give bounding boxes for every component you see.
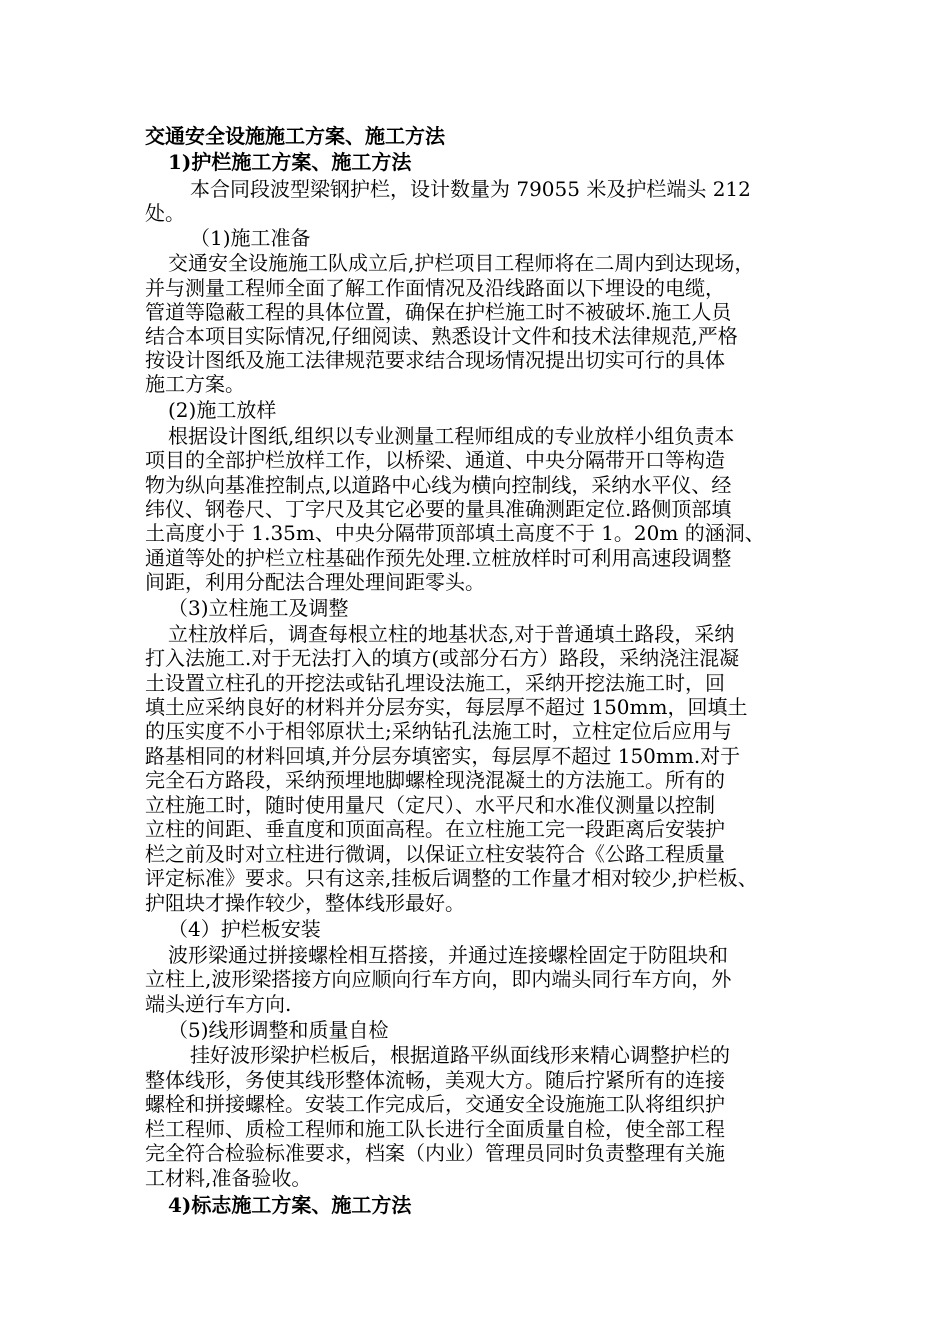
paragraph-line: 评定标准》要求。只有这亲,挂板后调整的工作量才相对较少,护栏板、: [145, 866, 758, 890]
paragraph-line: 并与测量工程师全面了解工作面情况及沿线路面以下埋设的电缆，: [145, 276, 725, 300]
paragraph-line: 完全符合检验标准要求，档案（内业）管理员同时负责整理有关施: [145, 1141, 725, 1165]
paragraph-line: 端头逆行车方向.: [145, 992, 292, 1016]
paragraph-line: 土高度小于 1.35m、中央分隔带顶部填土高度不于 1。20m 的涵洞、: [145, 521, 765, 545]
paragraph-line: 结合本项目实际情况,仔细阅读、熟悉设计文件和技术法律规范,严格: [145, 324, 738, 348]
paragraph-line: 立柱施工时，随时使用量尺（定尺）、水平尺和水准仪测量以控制: [145, 793, 715, 817]
paragraph-line: 路基相同的材料回填,并分层夯填密实，每层厚不超过 150mm.对于: [145, 744, 741, 768]
paragraph-line: 护阻块才操作较少，整体线形最好。: [145, 891, 465, 915]
paragraph-line: 的压实度不小于相邻原状土;采纳钻孔法施工时，立柱定位后应用与: [145, 719, 732, 743]
paragraph-line: 间距，利用分配法合理处理间距零头。: [145, 570, 485, 594]
paragraph-line: 整体线形，务使其线形整体流畅，美观大方。随后拧紧所有的连接: [145, 1068, 725, 1092]
paragraph-line: 立柱放样后，调查每根立柱的地基状态,对于普通填土路段，采纳: [168, 622, 735, 646]
subsection-heading: (2)施工放样: [168, 398, 277, 422]
paragraph-line: 填土应采纳良好的材料并分层夯实，每层厚不超过 150mm，回填土: [145, 695, 748, 719]
subsection-heading: （3)立柱施工及调整: [168, 596, 349, 620]
paragraph-line: 物为纵向基准控制点,以道路中心线为横向控制线，采纳水平仪、经: [145, 473, 732, 497]
paragraph-line: 土设置立柱孔的开挖法或钻孔埋设法施工，采纳开挖法施工时，回: [145, 671, 725, 695]
paragraph-line: 项目的全部护栏放样工作，以桥梁、通道、中央分隔带开口等构造: [145, 448, 725, 472]
subsection-heading: （4）护栏板安装: [168, 917, 321, 941]
paragraph-line: 交通安全设施施工队成立后,护栏项目工程师将在二周内到达现场，: [168, 251, 755, 275]
paragraph-line: 通道等处的护栏立柱基础作预先处理.立桩放样时可利用高速段调整: [145, 546, 732, 570]
paragraph-line: 立柱上,波形梁搭接方向应顺向行车方向，即内端头同行车方向，外: [145, 967, 732, 991]
paragraph-line: 波形梁通过拼接螺栓相互搭接，并通过连接螺栓固定于防阻块和: [168, 943, 728, 967]
document-title: 交通安全设施施工方案、施工方法: [145, 124, 445, 148]
paragraph-line: 栏之前及时对立柱进行微调，以保证立柱安装符合《公路工程质量: [145, 842, 725, 866]
paragraph-line: 纬仪、钢卷尺、丁字尺及其它必要的量具准确测距定位.路侧顶部填: [145, 497, 732, 521]
subsection-heading: （5)线形调整和质量自检: [168, 1018, 389, 1042]
paragraph-line: 挂好波形梁护栏板后，根据道路平纵面线形来精心调整护栏的: [190, 1043, 730, 1067]
paragraph-line: 完全石方路段，采纳预埋地脚螺栓现浇混凝土的方法施工。所有的: [145, 768, 725, 792]
paragraph-line: 按设计图纸及施工法律规范要求结合现场情况提出切实可行的具体: [145, 348, 725, 372]
paragraph-line: 施工方案。: [145, 372, 245, 396]
paragraph-line: 打入法施工.对于无法打入的填方(或部分石方）路段，采纳浇注混凝: [145, 646, 740, 670]
paragraph-line: 管道等隐蔽工程的具体位置，确保在护栏施工时不被破坏.施工人员: [145, 300, 732, 324]
paragraph-line: 螺栓和拼接螺栓。安装工作完成后，交通安全设施施工队将组织护: [145, 1092, 725, 1116]
subsection-heading: （1)施工准备: [190, 226, 311, 250]
paragraph-line: 栏工程师、质检工程师和施工队长进行全面质量自检，使全部工程: [145, 1117, 725, 1141]
section-heading: 4)标志施工方案、施工方法: [168, 1193, 412, 1217]
section-heading: 1)护栏施工方案、施工方法: [168, 150, 412, 174]
paragraph-line: 工材料,准备验收。: [145, 1166, 312, 1190]
paragraph-line: 本合同段波型梁钢护栏，设计数量为 79055 米及护栏端头 212: [190, 177, 751, 201]
paragraph-line: 根据设计图纸,组织以专业测量工程师组成的专业放样小组负责本: [168, 424, 735, 448]
paragraph-line: 处。: [145, 201, 185, 225]
paragraph-line: 立柱的间距、垂直度和顶面高程。在立柱施工完一段距离后安装护: [145, 817, 725, 841]
